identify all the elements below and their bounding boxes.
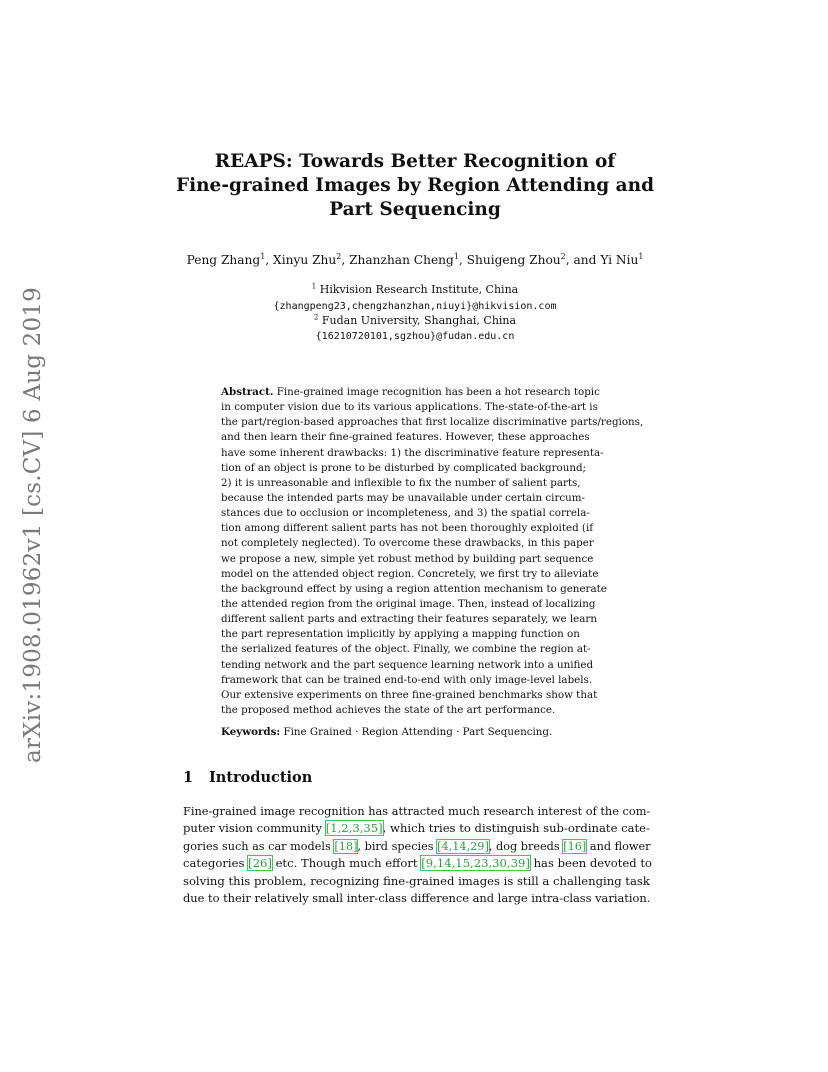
abstract-line	[221, 385, 651, 400]
author-affil-mark: 1	[453, 251, 459, 261]
abstract-line: because the intended parts may be unavailable under certain circum-	[221, 491, 586, 504]
affiliation-1-emails	[200, 298, 630, 314]
intro-text: due to their relatively small inter-class difference and large intra-class variation.	[183, 890, 651, 905]
citation-link[interactable]: [16]	[563, 839, 587, 853]
email-list: {zhangpeng23,chengzhanzhan,niuyi}@hikvision.com	[273, 301, 557, 312]
abstract-line: the part/region-based approaches that first localize discriminative parts/regions,	[221, 416, 644, 429]
intro-text: has been devoted to	[529, 856, 652, 871]
abstract-line: the background effect by using a region attention mechanism to generate	[221, 582, 607, 595]
section-number: 1	[183, 769, 194, 786]
keywords-heading: Keywords:	[221, 726, 281, 738]
citation-link[interactable]: [18]	[334, 839, 358, 853]
intro-text: , dog breeds	[488, 839, 564, 853]
abstract-line: and then learn their fine-grained features. However, these approaches	[221, 431, 590, 444]
author-separator: ,	[265, 253, 274, 267]
author-affil-mark: 2	[336, 251, 342, 261]
section-title: Introduction	[209, 769, 313, 786]
affiliation-mark: 1	[311, 282, 317, 291]
intro-text: gories such as car models	[183, 839, 335, 853]
introduction-paragraph	[183, 803, 653, 907]
intro-text: puter vision community	[183, 821, 326, 836]
abstract-line: framework that can be trained end-to-end with only image-level labels.	[221, 673, 593, 686]
intro-text: categories	[183, 856, 249, 871]
title-line-3: Part Sequencing	[329, 199, 501, 220]
citation-link[interactable]: [9,14,15,23,30,39]	[421, 856, 530, 871]
author-separator: ,	[341, 253, 350, 267]
intro-line	[183, 855, 653, 872]
intro-line	[183, 838, 653, 855]
abstract-line: the attended region from the original image. Then, instead of localizing	[221, 597, 596, 610]
intro-text: etc. Though much effort	[271, 856, 422, 871]
abstract-heading: Abstract.	[221, 386, 274, 398]
author-separator: , and	[565, 253, 601, 267]
abstract-line: we propose a new, simple yet robust method by building part sequence	[221, 552, 594, 565]
abstract-line: different salient parts and extracting their features separately, we learn	[221, 613, 597, 626]
affiliation-2	[200, 313, 630, 328]
author-name: Shuigeng Zhou	[466, 253, 561, 267]
intro-line	[183, 873, 653, 890]
abstract-line: the part representation implicitly by applying a mapping function on	[221, 628, 580, 641]
intro-text: , which tries to distinguish sub-ordinate cate-	[382, 821, 650, 836]
abstract	[221, 385, 651, 718]
affiliation-1	[200, 282, 630, 297]
intro-line	[183, 803, 653, 820]
author-name: Xinyu Zhu	[273, 253, 337, 267]
intro-text: and flower	[586, 839, 651, 853]
abstract-line: model on the attended object region. Concretely, we first try to alleviate	[221, 567, 599, 580]
paper-title	[160, 150, 670, 222]
author-affil-mark: 1	[638, 251, 644, 261]
author-name: Zhanzhan Cheng	[349, 253, 454, 267]
arxiv-stamp: arXiv:1908.01962v1 [cs.CV] 6 Aug 2019	[20, 287, 46, 763]
intro-line	[183, 820, 653, 837]
keywords-text: Fine Grained · Region Attending · Part Sequencing.	[280, 726, 553, 738]
abstract-line: the proposed method achieves the state of the art performance.	[221, 703, 556, 716]
intro-line	[183, 890, 653, 907]
title-line-2: Fine-grained Images by Region Attending and	[175, 175, 655, 196]
abstract-line: tion of an object is prone to be disturbed by complicated background;	[221, 461, 587, 474]
abstract-line: have some inherent drawbacks: 1) the discriminative feature representa-	[221, 446, 604, 459]
author-list	[150, 253, 680, 267]
author-affil-mark: 2	[560, 251, 566, 261]
intro-text: solving this problem, recognizing fine-grained images is still a challenging task	[183, 873, 650, 888]
abstract-line: the serialized features of the object. Finally, we combine the region at-	[221, 643, 591, 656]
affiliation-2-emails	[200, 328, 630, 344]
abstract-line: tion among different salient parts has not been thoroughly exploited (if	[221, 522, 594, 535]
abstract-line: tending network and the part sequence learning network into a unified	[221, 658, 594, 671]
keywords	[221, 726, 651, 738]
abstract-text: Fine-grained image recognition has been a hot research topic	[273, 386, 600, 398]
citation-link[interactable]: [1,2,3,35]	[325, 821, 383, 836]
abstract-line: 2) it is unreasonable and inflexible to fix the number of salient parts,	[221, 476, 581, 489]
author-name: Peng Zhang	[186, 253, 261, 267]
abstract-line: not completely neglected). To overcome these drawbacks, in this paper	[221, 537, 594, 550]
author-affil-mark: 1	[260, 251, 266, 261]
author-name: Yi Niu	[600, 253, 639, 267]
citation-link[interactable]: [4,14,29]	[437, 839, 489, 853]
affiliation-name: Hikvision Research Institute, China	[319, 283, 519, 296]
abstract-line: stances due to occlusion or incompleteness, and 3) the spatial correla-	[221, 507, 590, 520]
abstract-line: in computer vision due to its various applications. The-state-of-the-art is	[221, 401, 598, 414]
intro-text: , bird species	[357, 839, 438, 853]
citation-link[interactable]: [26]	[248, 856, 272, 871]
affiliation-mark: 2	[313, 313, 319, 322]
title-line-1: REAPS: Towards Better Recognition of	[214, 151, 616, 172]
affiliation-name: Fudan University, Shanghai, China	[321, 314, 517, 327]
email-list: {16210720101,sgzhou}@fudan.edu.cn	[315, 331, 515, 342]
section-heading	[183, 769, 312, 786]
intro-text: Fine-grained image recognition has attracted much research interest of the com-	[183, 804, 651, 818]
author-separator: ,	[458, 253, 467, 267]
abstract-line: Our extensive experiments on three fine-grained benchmarks show that	[221, 688, 598, 701]
